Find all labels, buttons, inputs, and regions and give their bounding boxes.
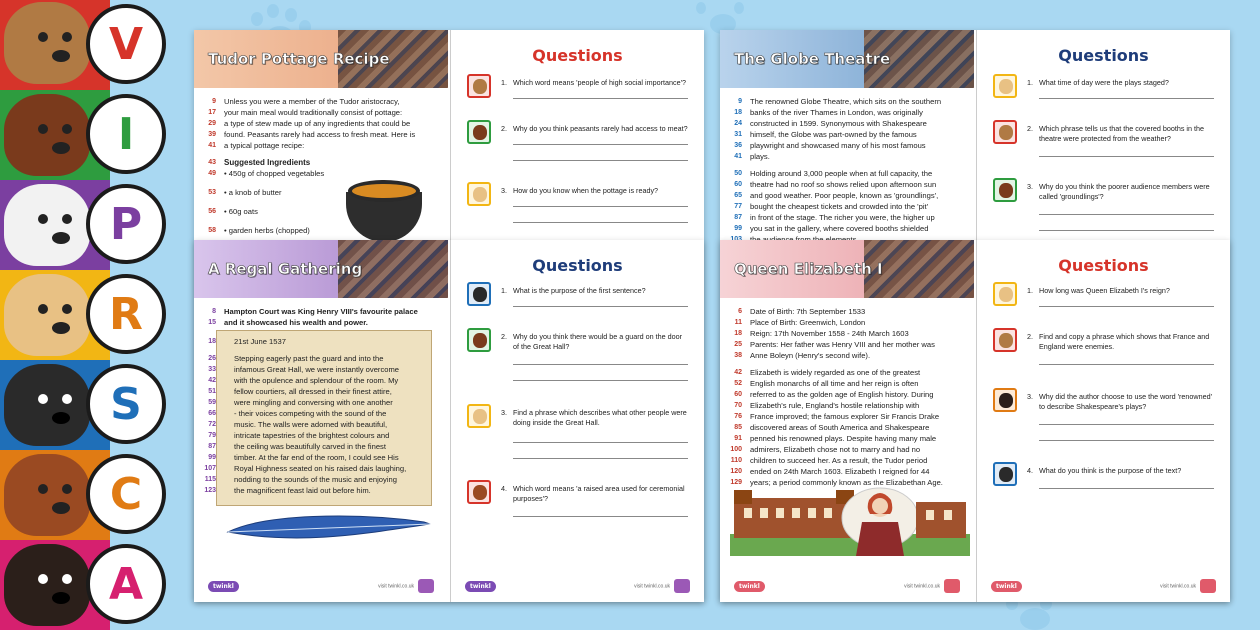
dog-badge-icon bbox=[467, 182, 491, 206]
text-line: 99 you sat in the gallery, where covered booths shielded bbox=[734, 224, 929, 233]
regal-questions-sheet: Questions 1. What is the purpose of the first sentence? 2. Why do you think there would be a guard on the door of the Great Hall? 3. Find a phrase which describes what other people were doing inside the Great Hall. 4. Which word means 'a raised area used for ceremonial purposes'? twinkl visit twinkl.co.uk bbox=[450, 240, 704, 602]
elizabeth-banner bbox=[720, 240, 974, 298]
text-line: 59 were mingling and conversing with one another bbox=[208, 398, 393, 407]
seal-icon bbox=[1200, 579, 1216, 593]
dog-badge-icon bbox=[467, 328, 491, 352]
dog-badge-icon bbox=[993, 178, 1017, 202]
tudor-questions-sheet: Questions 1. Which word means 'people of high social importance'? 2. Why do you think peasants rarely had access to meat? 3. How do you know when the pottage is ready? bbox=[450, 30, 704, 600]
vipers-letter-v: V bbox=[86, 4, 166, 84]
answer-line[interactable] bbox=[513, 306, 688, 307]
answer-line[interactable] bbox=[513, 144, 688, 145]
answer-line[interactable] bbox=[1039, 440, 1214, 441]
text-line: 17 your main meal would traditionally consist of pottage: bbox=[208, 108, 403, 117]
text-line: 9 Unless you were a member of the Tudor aristocracy, bbox=[212, 97, 400, 106]
text-line: 29 a type of stew made up of any ingredients that could be bbox=[208, 119, 411, 128]
footer bbox=[991, 578, 1216, 594]
text-line: 42 Elizabeth is widely regarded as one of the greatest bbox=[734, 368, 921, 377]
dog-badge-icon bbox=[467, 120, 491, 144]
text-line: 87 the ceiling was beautifully carved in the finest bbox=[208, 442, 386, 451]
vipers-letter-p: P bbox=[86, 184, 166, 264]
text-line: 129 years; a period commonly known as the Elizabethan Age. bbox=[730, 478, 943, 487]
elizabeth-questions-sheet: Questions 1. How long was Queen Elizabeth I's reign? 2. Find and copy a phrase which shows that France and England were enemies. 3. Why did the author choose to use the word 'renowned' to describe Shakespeare's plays? 4. What do you think is the purpose of the text? twinkl visit twinkl.co.uk bbox=[976, 240, 1230, 602]
diary-date: 18 21st June 1537 bbox=[208, 337, 286, 346]
answer-line[interactable] bbox=[1039, 424, 1214, 425]
text-line: 42 with the opulence and splendour of the room. My bbox=[208, 376, 399, 385]
answer-line[interactable] bbox=[513, 458, 688, 459]
answer-line[interactable] bbox=[513, 516, 688, 517]
dog-badge-icon bbox=[993, 74, 1017, 98]
globe-title: The Globe Theatre bbox=[734, 50, 891, 68]
elizabeth-body bbox=[720, 298, 974, 488]
ingredients-heading: 43 Suggested Ingredients bbox=[208, 158, 311, 167]
text-line: 18 banks of the river Thames in London, was originally bbox=[734, 108, 923, 117]
text-line: 26 Stepping eagerly past the guard and into the bbox=[208, 354, 384, 363]
text-line: 120 ended on 24th March 1603. Elizabeth I reigned for 44 bbox=[730, 467, 930, 476]
text-line: 76 France improved; the famous explorer Sir Francis Drake bbox=[734, 412, 940, 421]
answer-line[interactable] bbox=[513, 380, 688, 381]
fact-line: 18 Reign: 17th November 1558 - 24th March 1603 bbox=[734, 329, 909, 338]
text-line: 72 music. The walls were adorned with beautiful, bbox=[208, 420, 388, 429]
footer-url[interactable]: visit twinkl.co.uk bbox=[1160, 583, 1196, 590]
questions-heading: Questions bbox=[532, 46, 623, 65]
fact-line: 6 Date of Birth: 7th September 1533 bbox=[738, 307, 866, 316]
elizabeth-worksheet bbox=[720, 240, 1230, 602]
text-line: 52 English monarchs of all time and her reign is often bbox=[734, 379, 919, 388]
text-line: 36 playwright and showcased many of his most famous bbox=[734, 141, 926, 150]
dog-badge-icon bbox=[993, 388, 1017, 412]
answer-line[interactable] bbox=[1039, 156, 1214, 157]
dog-badge-icon bbox=[993, 328, 1017, 352]
elizabeth-text-sheet bbox=[720, 240, 974, 602]
text-line: 60 referred to as the golden age of English history. During bbox=[734, 390, 934, 399]
text-line: 123 the magnificent feast laid out before him. bbox=[204, 486, 371, 495]
regal-title: A Regal Gathering bbox=[208, 260, 363, 278]
vipers-letter-r: R bbox=[86, 274, 166, 354]
dog-badge-icon bbox=[993, 120, 1017, 144]
tudor-title: Tudor Pottage Recipe bbox=[208, 50, 390, 68]
globe-banner bbox=[720, 30, 974, 88]
answer-line[interactable] bbox=[513, 160, 688, 161]
answer-line[interactable] bbox=[1039, 230, 1214, 231]
answer-line[interactable] bbox=[513, 442, 688, 443]
text-line: 91 penned his renowned plays. Despite having many male bbox=[734, 434, 937, 443]
questions-heading: Questions bbox=[1058, 46, 1149, 65]
dog-v-icon bbox=[4, 2, 90, 84]
dog-badge-icon bbox=[467, 282, 491, 306]
dog-badge-icon bbox=[467, 74, 491, 98]
answer-line[interactable] bbox=[513, 364, 688, 365]
text-line: 41 a typical pottage recipe: bbox=[208, 141, 305, 150]
elizabeth-title: Queen Elizabeth I bbox=[734, 260, 883, 278]
dog-c-icon bbox=[4, 454, 90, 536]
seal-icon bbox=[418, 579, 434, 593]
dog-badge-icon bbox=[467, 480, 491, 504]
answer-line[interactable] bbox=[513, 206, 688, 207]
text-line: 60 theatre had no roof so shows relied upon afternoon sun bbox=[734, 180, 937, 189]
regal-banner bbox=[194, 240, 448, 298]
text-line: 50 Holding around 3,000 people when at full capacity, the bbox=[734, 169, 933, 178]
dog-badge-icon bbox=[993, 462, 1017, 486]
text-line: 51 fellow courtiers, all dressed in their finest attire, bbox=[208, 387, 392, 396]
text-line: 107 Royal Highness seated on his raised dais laughing, bbox=[204, 464, 407, 473]
globe-questions-sheet: Questions 1. What time of day were the plays staged? 2. Which phrase tells us that the covered booths in the theatre were protected from the weather? 3. Why do you think the poorer audience members were called 'groundlings'? bbox=[976, 30, 1230, 600]
answer-line[interactable] bbox=[1039, 98, 1214, 99]
cauldron-icon bbox=[344, 174, 424, 246]
ingredient-item: 49 • 450g of chopped vegetables bbox=[208, 169, 325, 178]
text-line: 8 Hampton Court was King Henry VIII's favourite palace bbox=[212, 307, 418, 316]
text-line: 99 timber. At the far end of the room, I could see His bbox=[208, 453, 399, 462]
questions-heading: Questions bbox=[1058, 256, 1149, 275]
ingredient-item: 56 • 60g oats bbox=[208, 207, 258, 216]
footer-url[interactable]: visit twinkl.co.uk bbox=[904, 583, 940, 590]
text-line: 15 and it showcased his wealth and power. bbox=[208, 318, 368, 327]
dog-s-icon bbox=[4, 364, 90, 446]
vipers-letter-s: S bbox=[86, 364, 166, 444]
dog-i-icon bbox=[4, 94, 90, 176]
twinkl-logo[interactable]: twinkl bbox=[465, 581, 496, 592]
text-line: 100 admirers, Elizabeth chose not to marry and had no bbox=[730, 445, 921, 454]
ingredient-item: 53 • a knob of butter bbox=[208, 188, 282, 197]
questions-heading: Questions bbox=[532, 256, 623, 275]
vipers-letter-c: C bbox=[86, 454, 166, 534]
dog-badge-icon bbox=[467, 404, 491, 428]
vipers-letter-i: I bbox=[86, 94, 166, 174]
vipers-letter-a: A bbox=[86, 544, 166, 624]
text-line: 66 - their voices competing with the sound of the bbox=[208, 409, 387, 418]
dog-r-icon bbox=[4, 274, 90, 356]
text-line: 115 nodding to the sounds of the music and enjoying bbox=[204, 475, 397, 484]
text-line: 79 intricate tapestries of the brightest colours and bbox=[208, 431, 390, 440]
text-line: 9 The renowned Globe Theatre, which sits on the southern bbox=[738, 97, 942, 106]
text-line: 70 Elizabeth's rule, England's hostile relationship with bbox=[734, 401, 920, 410]
answer-line[interactable] bbox=[1039, 214, 1214, 215]
twinkl-logo[interactable]: twinkl bbox=[734, 581, 765, 592]
tudor-banner bbox=[194, 30, 448, 88]
answer-line[interactable] bbox=[1039, 488, 1214, 489]
vipers-sidebar bbox=[0, 0, 175, 630]
text-line: 77 bought the cheapest tickets and crowded into the 'pit' bbox=[734, 202, 929, 211]
footer bbox=[208, 578, 434, 594]
regal-worksheet bbox=[194, 240, 704, 602]
footer-url[interactable]: visit twinkl.co.uk bbox=[634, 583, 670, 590]
globe-body bbox=[720, 88, 974, 245]
twinkl-logo[interactable]: twinkl bbox=[208, 581, 239, 592]
seal-icon bbox=[674, 579, 690, 593]
ingredient-item: 58 • garden herbs (chopped) bbox=[208, 226, 310, 235]
answer-line[interactable] bbox=[1039, 364, 1214, 365]
dog-a-icon bbox=[4, 544, 90, 626]
footer-url[interactable]: visit twinkl.co.uk bbox=[378, 583, 414, 590]
text-line: 85 discovered areas of South America and Shakespeare bbox=[734, 423, 930, 432]
text-line: 31 himself, the Globe was part-owned by the famous bbox=[734, 130, 917, 139]
fact-line: 25 Parents: Her father was Henry VIII and her mother was bbox=[734, 340, 935, 349]
text-line: 87 in front of the stage. The richer you were, the higher up bbox=[734, 213, 935, 222]
footer bbox=[734, 578, 960, 594]
regal-text-sheet bbox=[194, 240, 448, 602]
diary-body bbox=[194, 336, 448, 496]
text-line: 41 plays. bbox=[734, 152, 770, 161]
footer bbox=[465, 578, 690, 594]
regal-body bbox=[194, 298, 448, 328]
text-line: 110 children to succeed her. As a result, the Tudor period bbox=[730, 456, 928, 465]
text-line: 39 found. Peasants rarely had access to fresh meat. Here is bbox=[208, 130, 416, 139]
dog-p-icon bbox=[4, 184, 90, 266]
seal-icon bbox=[944, 579, 960, 593]
fact-line: 38 Anne Boleyn (Henry's second wife). bbox=[734, 351, 871, 360]
twinkl-logo[interactable]: twinkl bbox=[991, 581, 1022, 592]
dog-badge-icon bbox=[993, 282, 1017, 306]
fact-line: 11 Place of Birth: Greenwich, London bbox=[734, 318, 866, 327]
quill-icon bbox=[224, 512, 434, 546]
answer-line[interactable] bbox=[513, 222, 688, 223]
answer-line[interactable] bbox=[513, 98, 688, 99]
text-line: 33 infamous Great Hall, we were instantly overcome bbox=[208, 365, 400, 374]
answer-line[interactable] bbox=[1039, 306, 1214, 307]
palace-queen-illustration bbox=[730, 476, 970, 556]
text-line: 65 and good weather. Poor people, known as 'groundlings', bbox=[734, 191, 939, 200]
text-line: 24 constructed in 1599. Synonymous with Shakespeare bbox=[734, 119, 927, 128]
